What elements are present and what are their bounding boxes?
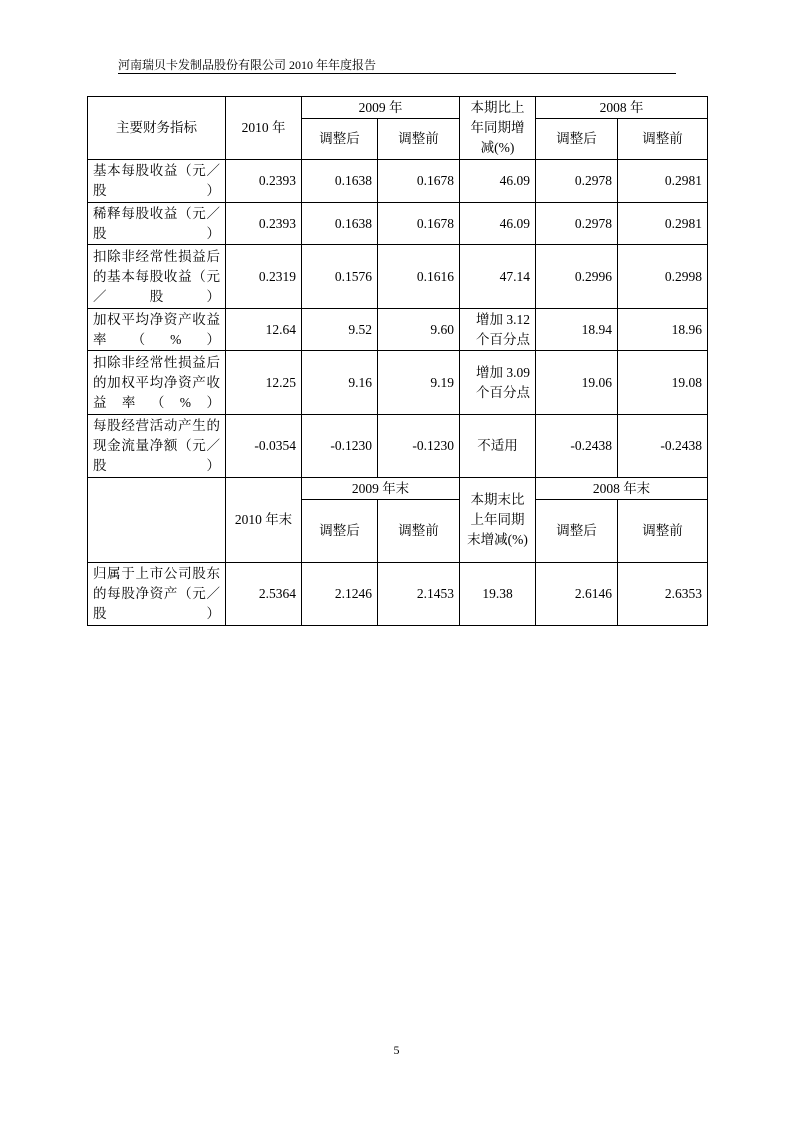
- header-2009: 2009 年: [302, 97, 460, 119]
- cell-2009-adjusted-before: 9.60: [378, 309, 460, 351]
- header-2010-end: 2010 年末: [226, 478, 302, 563]
- cell-2010: 12.25: [226, 351, 302, 415]
- header-2010: 2010 年: [226, 97, 302, 160]
- cell-2010-end: 2.5364: [226, 563, 302, 626]
- cell-2008-adjusted-before: 0.2998: [618, 245, 708, 309]
- row-label: 每股经营活动产生的现金流量净额（元／股）: [88, 415, 226, 478]
- cell-change: 46.09: [460, 160, 536, 203]
- header-2009-adjusted-after: 调整后: [302, 119, 378, 160]
- cell-2009-adjusted-before: 0.1678: [378, 160, 460, 203]
- cell-2009-adjusted-after: 9.16: [302, 351, 378, 415]
- cell-2008-adjusted-before: 19.08: [618, 351, 708, 415]
- cell-2010: 0.2393: [226, 203, 302, 245]
- cell-2008-adjusted-before: -0.2438: [618, 415, 708, 478]
- cell-2010: 0.2393: [226, 160, 302, 203]
- header-2009-end-adjusted-after: 调整后: [302, 500, 378, 563]
- cell-2008-adjusted-before: 18.96: [618, 309, 708, 351]
- header-2008-adjusted-before: 调整前: [618, 119, 708, 160]
- cell-2010: 0.2319: [226, 245, 302, 309]
- table-row: [88, 160, 708, 203]
- table-row: [88, 563, 708, 626]
- row-label: 扣除非经常性损益后的基本每股收益（元／股）: [88, 245, 226, 309]
- cell-change-end: 19.38: [460, 563, 536, 626]
- cell-change: 增加 3.12 个百分点: [460, 309, 536, 351]
- cell-2008-adjusted-after: 0.2978: [536, 203, 618, 245]
- header-2008-end-adjusted-after: 调整后: [536, 500, 618, 563]
- header-2008-adjusted-after: 调整后: [536, 119, 618, 160]
- header-divider: [118, 73, 676, 74]
- cell-2008-adjusted-after: 19.06: [536, 351, 618, 415]
- table-header-row: [88, 478, 708, 500]
- cell-2009-adjusted-after: 0.1576: [302, 245, 378, 309]
- cell-change: 增加 3.09 个百分点: [460, 351, 536, 415]
- cell-change: 46.09: [460, 203, 536, 245]
- cell-2009-adjusted-before: 0.1678: [378, 203, 460, 245]
- cell-2009-adjusted-before: 9.19: [378, 351, 460, 415]
- header-2008-end: 2008 年末: [536, 478, 708, 500]
- header-2009-end-adjusted-before: 调整前: [378, 500, 460, 563]
- cell-2010: 12.64: [226, 309, 302, 351]
- table-row: [88, 351, 708, 415]
- cell-2009-end-adjusted-before: 2.1453: [378, 563, 460, 626]
- table-row: [88, 245, 708, 309]
- header-2008-end-adjusted-before: 调整前: [618, 500, 708, 563]
- cell-change: 47.14: [460, 245, 536, 309]
- cell-2008-end-adjusted-before: 2.6353: [618, 563, 708, 626]
- header-2008: 2008 年: [536, 97, 708, 119]
- row-label: 扣除非经常性损益后的加权平均净资产收益率（%）: [88, 351, 226, 415]
- cell-2010: -0.0354: [226, 415, 302, 478]
- header-change-end: 本期末比上年同期末增减(%): [460, 478, 536, 563]
- header-2009-adjusted-before: 调整前: [378, 119, 460, 160]
- header-indicator: 主要财务指标: [88, 97, 226, 160]
- cell-2008-adjusted-after: -0.2438: [536, 415, 618, 478]
- header-2009-end: 2009 年末: [302, 478, 460, 500]
- header-change: 本期比上年同期增减(%): [460, 97, 536, 160]
- cell-2008-adjusted-after: 18.94: [536, 309, 618, 351]
- page-number: 5: [393, 1043, 400, 1057]
- row-label: 基本每股收益（元／股）: [88, 160, 226, 203]
- table-header-row: [88, 97, 708, 119]
- row-label: 加权平均净资产收益率（%）: [88, 309, 226, 351]
- cell-2008-adjusted-before: 0.2981: [618, 160, 708, 203]
- cell-2009-adjusted-after: -0.1230: [302, 415, 378, 478]
- cell-2008-end-adjusted-after: 2.6146: [536, 563, 618, 626]
- row-label: 归属于上市公司股东的每股净资产（元／股）: [88, 563, 226, 626]
- report-header: 河南瑞贝卡发制品股份有限公司 2010 年年度报告: [118, 58, 377, 72]
- cell-2009-end-adjusted-after: 2.1246: [302, 563, 378, 626]
- cell-2009-adjusted-before: 0.1616: [378, 245, 460, 309]
- row-label: 稀释每股收益（元／股）: [88, 203, 226, 245]
- cell-2009-adjusted-before: -0.1230: [378, 415, 460, 478]
- header-indicator-2: [88, 478, 226, 563]
- table-row: [88, 415, 708, 478]
- cell-2009-adjusted-after: 0.1638: [302, 160, 378, 203]
- cell-2009-adjusted-after: 0.1638: [302, 203, 378, 245]
- cell-2008-adjusted-before: 0.2981: [618, 203, 708, 245]
- cell-change: 不适用: [460, 415, 536, 478]
- table-row: [88, 203, 708, 245]
- cell-2008-adjusted-after: 0.2996: [536, 245, 618, 309]
- table-row: [88, 309, 708, 351]
- cell-2009-adjusted-after: 9.52: [302, 309, 378, 351]
- cell-2008-adjusted-after: 0.2978: [536, 160, 618, 203]
- financial-indicators-table: [87, 96, 708, 626]
